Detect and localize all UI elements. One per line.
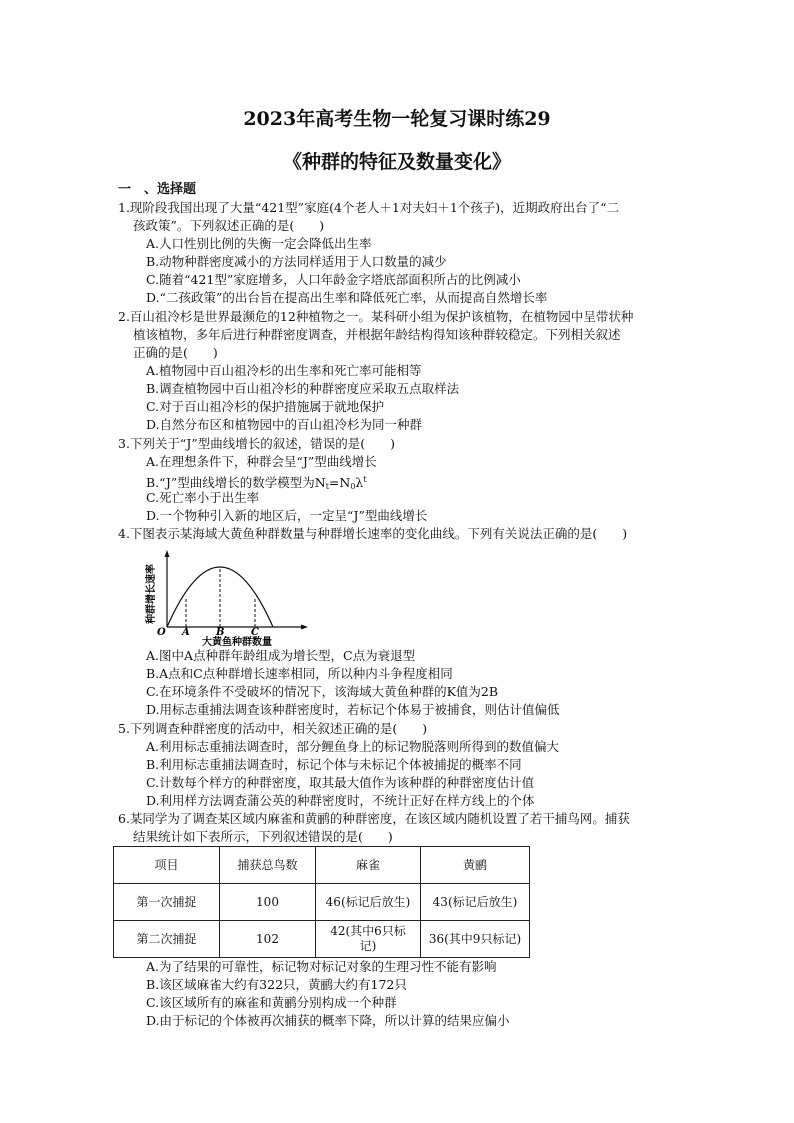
q5-option-b: B.利用标志重捕法调查时，标记个体与未标记个体被捕捉的概率不同 xyxy=(146,757,522,772)
q3-option-c: C.死亡率小于出生率 xyxy=(146,490,260,505)
section-heading: 一 、选择题 xyxy=(118,182,197,197)
q4-option-b: B.A点和C点种群增长速率相同，所以种内斗争程度相同 xyxy=(146,666,453,681)
q1-option-d: D.“二孩政策”的出台旨在提高出生率和降低死亡率，从而提高自然增长率 xyxy=(146,290,548,305)
table-cell: 第一次捕捉 xyxy=(114,884,220,921)
q1-stem-line-1: 1.现阶段我国出现了大量“421型”家庭(4个老人＋1对夫妇＋1个孩子)，近期政府出台了“二 xyxy=(118,200,620,215)
q3-stem: 3.下列关于“J”型曲线增长的叙述，错误的是( ) xyxy=(118,436,395,451)
q1-option-b: B.动物种群密度减小的方法同样适用于人口数量的减少 xyxy=(146,254,447,269)
q3-superscript-t: t xyxy=(363,475,367,484)
q3-subscript-t: t xyxy=(325,482,329,491)
growth-rate-chart xyxy=(145,547,315,647)
q4-option-c: C.在环境条件不受破坏的情况下，该海域大黄鱼种群的K值为2B xyxy=(146,684,499,699)
q2-option-b: B.调查植物园中百山祖冷杉的种群密度应采取五点取样法 xyxy=(146,381,460,396)
table-header-row xyxy=(114,847,530,884)
q2-stem-line-3: 正确的是( ) xyxy=(133,345,218,360)
q1-option-a: A.人口性别比例的失衡一定会降低出生率 xyxy=(146,236,372,251)
table-cell: 102 xyxy=(220,921,316,958)
chart-point-b: B xyxy=(216,627,225,638)
q6-stem-line-1: 6.某同学为了调查某区域内麻雀和黄鹂的种群密度，在该区域内随机设置了若干捕鸟网。捕获 xyxy=(118,811,630,826)
chart-point-a: A xyxy=(182,627,190,638)
table-header-cell: 捕获总鸟数 xyxy=(220,847,316,884)
chart-y-arrow xyxy=(165,550,170,557)
chart-x-label: 大黄鱼种群数量 xyxy=(202,637,272,647)
chart-point-c: C xyxy=(251,627,259,638)
q4-stem: 4.下图表示某海域大黄鱼种群数量与种群增长速率的变化曲线。下列有关说法正确的是( ) xyxy=(118,526,628,541)
q3-lambda: λ xyxy=(355,475,364,490)
q4-option-a: A.图中A点种群年龄组成为增长型，C点为衰退型 xyxy=(146,648,416,663)
table-row xyxy=(114,884,530,921)
q5-stem: 5.下列调查种群密度的活动中，相关叙述正确的是( ) xyxy=(118,721,428,736)
capture-table xyxy=(113,846,530,958)
chart-x-arrow xyxy=(301,625,308,630)
page-subtitle: 《种群的特征及数量变化》 xyxy=(282,151,511,173)
page-title: 2023年高考生物一轮复习课时练29 xyxy=(243,108,551,130)
q3-equals-n: =N xyxy=(328,475,351,490)
q5-option-d: D.利用样方法调查蒲公英的种群密度时，不统计正好在样方线上的个体 xyxy=(146,793,535,808)
table-cell: 100 xyxy=(220,884,316,921)
q2-stem-line-2: 植该植物，多年后进行种群密度调查，并根据年龄结构得知该种群较稳定。下列相关叙述 xyxy=(133,327,621,342)
chart-origin-label: O xyxy=(157,627,166,638)
table-row xyxy=(114,921,530,958)
q1-option-c: C.随着“421型”家庭增多，人口年龄金字塔底部面积所占的比例减小 xyxy=(146,272,521,287)
q6-option-c: C.该区域所有的麻雀和黄鹂分别构成一个种群 xyxy=(146,995,397,1010)
table-cell: 46(标记后放生) xyxy=(316,884,421,921)
q3-option-a: A.在理想条件下，种群会呈“J”型曲线增长 xyxy=(146,454,377,469)
table-cell: 43(标记后放生) xyxy=(421,884,530,921)
table-header-cell: 项目 xyxy=(114,847,220,884)
q3-option-d: D.一个物种引入新的地区后，一定呈“J”型曲线增长 xyxy=(146,508,428,523)
q2-option-d: D.自然分布区和植物园中的百山祖冷杉为同一种群 xyxy=(146,417,423,432)
table-cell: 42(其中6只标记) xyxy=(316,921,421,958)
table-cell: 第二次捕捉 xyxy=(114,921,220,958)
q5-option-a: A.利用标志重捕法调查时，部分鲤鱼身上的标记物脱落则所得到的数值偏大 xyxy=(146,739,560,754)
q2-option-c: C.对于百山祖冷杉的保护措施属于就地保护 xyxy=(146,399,385,414)
q1-stem-line-2: 孩政策”。下列叙述正确的是( ) xyxy=(133,218,325,233)
q3-option-b-text: B.“J”型曲线增长的数学模型为N xyxy=(146,475,326,490)
q2-stem-line-1: 2.百山祖冷杉是世界最濒危的12种植物之一。某科研小组为保护该植物，在植物园中呈带状种 xyxy=(118,309,634,324)
q4-option-d: D.用标志重捕法调查该种群密度时，若标记个体易于被捕食，则估计值偏低 xyxy=(146,702,560,717)
q2-option-a: A.植物园中百山祖冷杉的出生率和死亡率可能相等 xyxy=(146,363,422,378)
q3-subscript-0: 0 xyxy=(350,482,356,491)
table-header-cell: 黄鹂 xyxy=(421,847,530,884)
q6-option-b: B.该区域麻雀大约有322只，黄鹂大约有172只 xyxy=(146,977,407,992)
table-cell: 36(其中9只标记) xyxy=(421,921,530,958)
q6-stem-line-2: 结果统计如下表所示，下列叙述错误的是( ) xyxy=(133,829,393,844)
q6-option-a: A.为了结果的可靠性，标记物对标记对象的生理习性不能有影响 xyxy=(146,959,497,974)
chart-y-label: 种群增长速率 xyxy=(146,564,157,624)
table-header-cell: 麻雀 xyxy=(316,847,421,884)
q6-option-d: D.由于标记的个体被再次捕获的概率下降，所以计算的结果应偏小 xyxy=(146,1013,510,1028)
q5-option-c: C.计数每个样方的种群密度，取其最大值作为该种群的种群密度估计值 xyxy=(146,775,535,790)
